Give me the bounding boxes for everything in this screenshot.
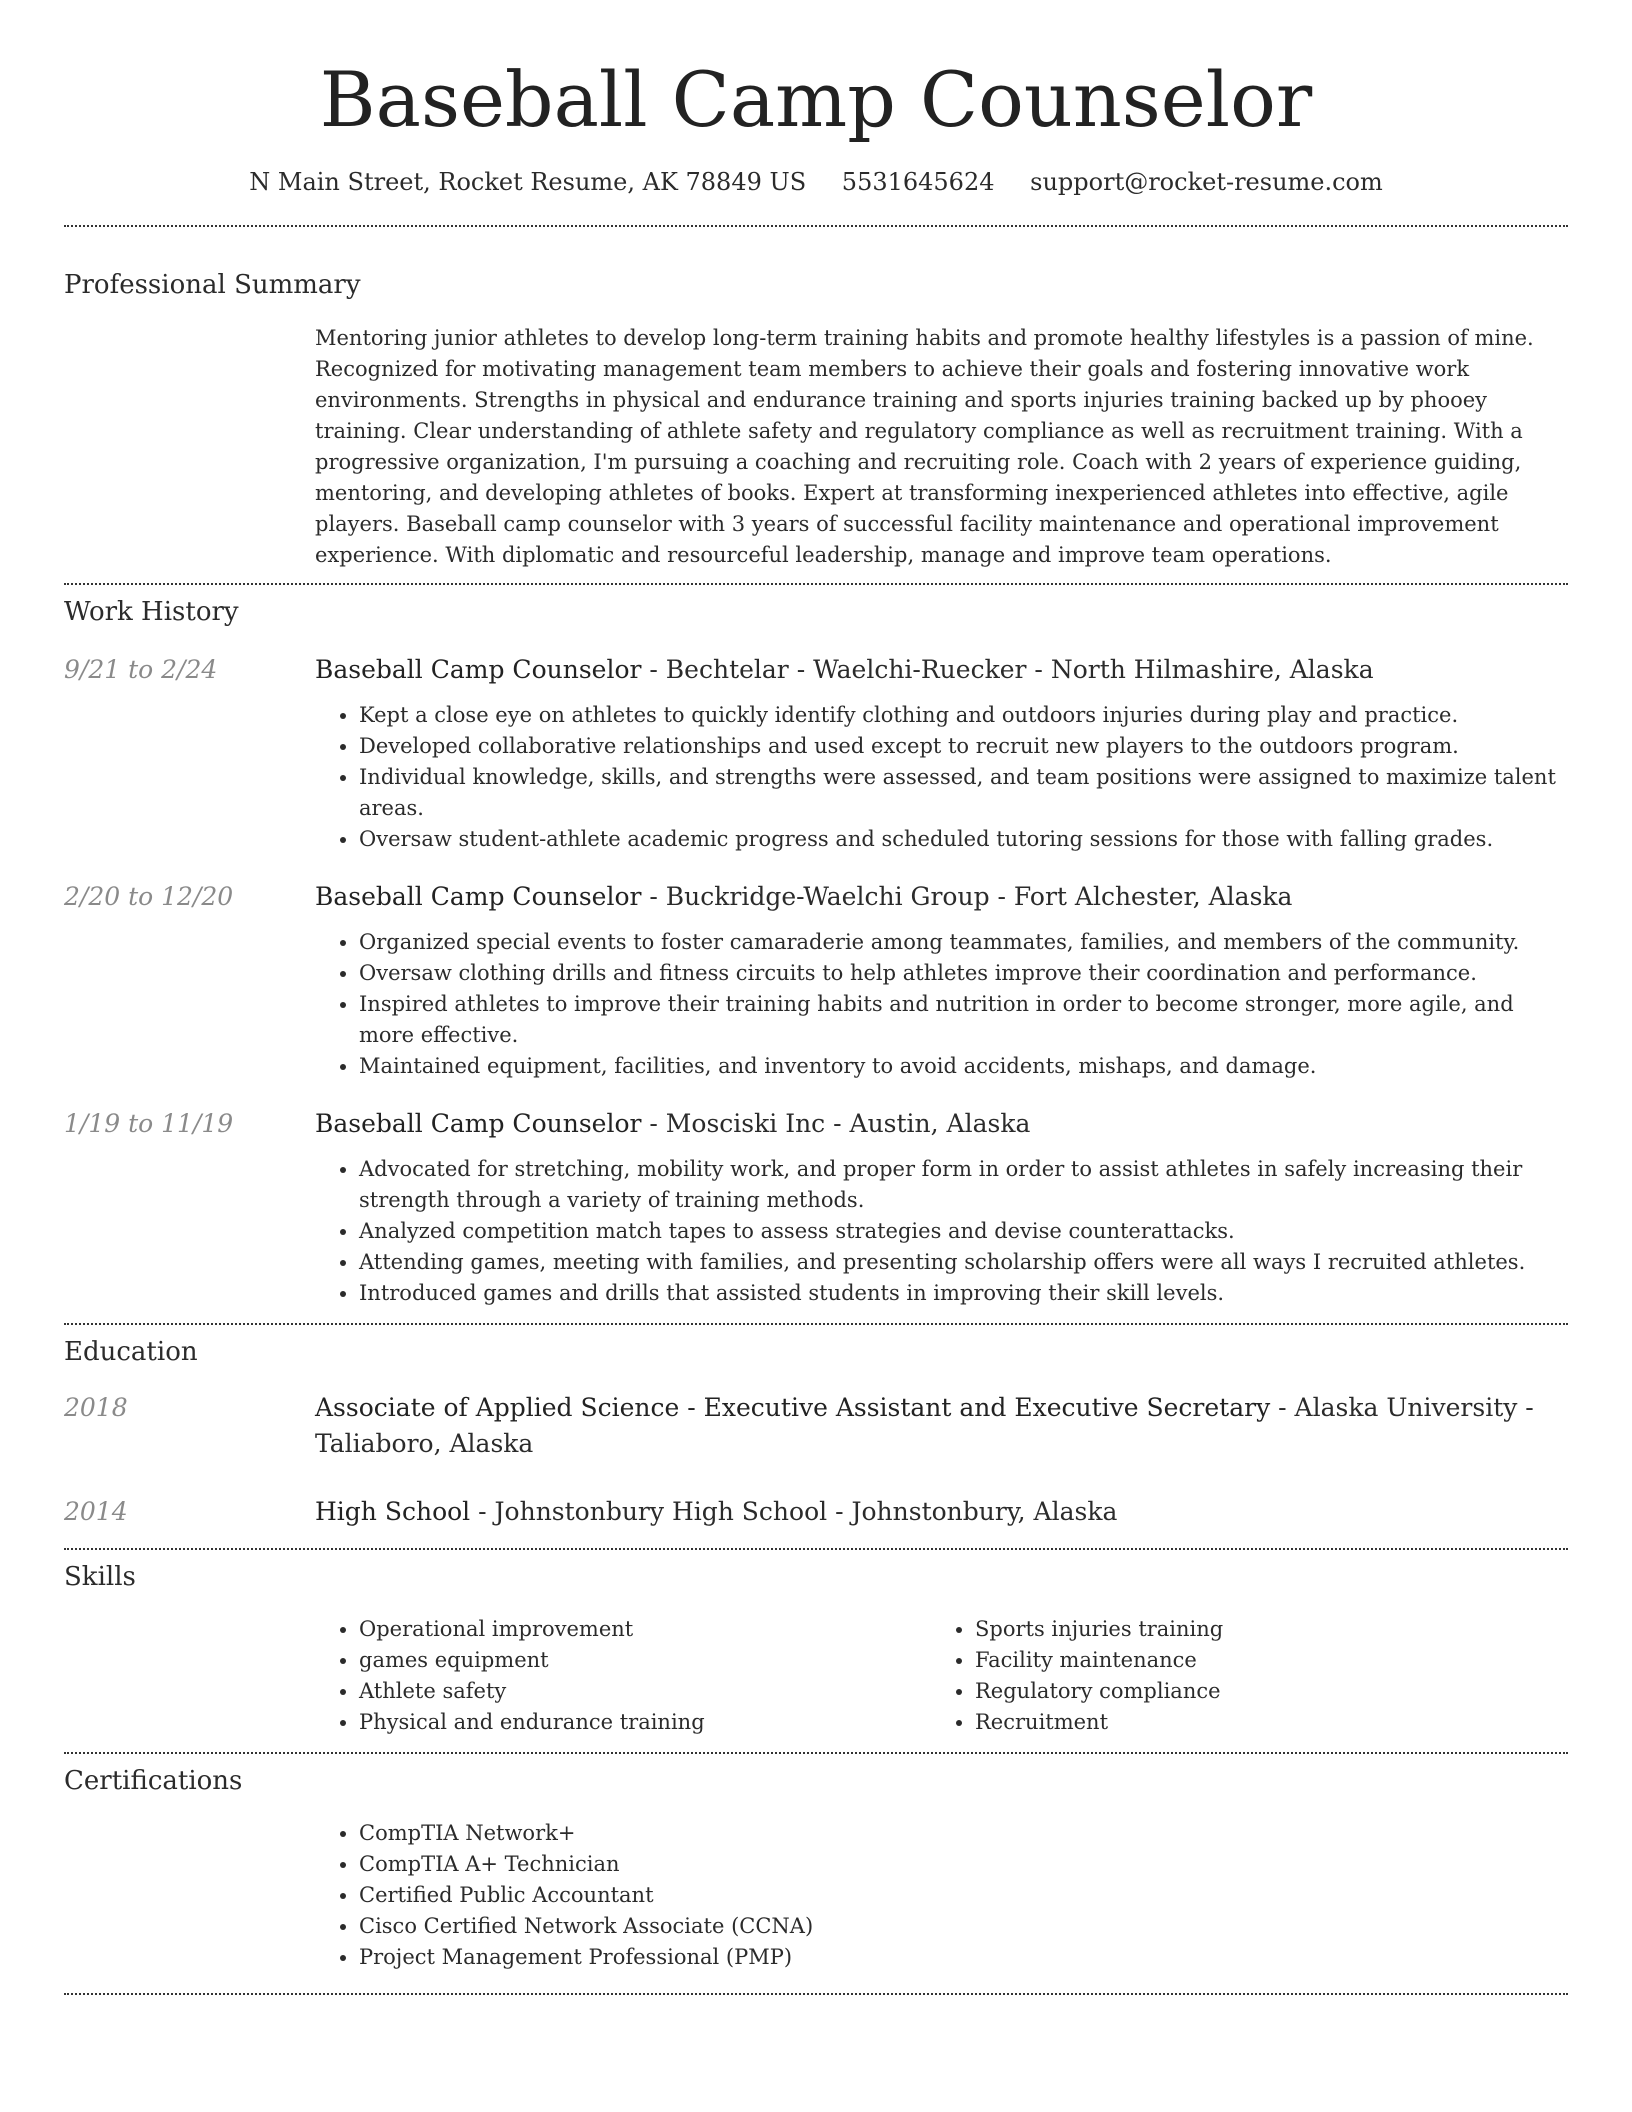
certification-item: • CompTIA A+ Technician xyxy=(359,1849,1568,1880)
education-year: 2018 xyxy=(64,1393,128,1422)
resume-page xyxy=(64,0,1568,1995)
certification-item: • Certified Public Accountant xyxy=(359,1880,1568,1911)
skills-heading: Skills xyxy=(64,1562,136,1592)
education-heading: Education xyxy=(64,1337,198,1367)
job-details: - Mosciski Inc - Austin, Alaska xyxy=(641,1109,1031,1138)
job-heading xyxy=(315,1106,1568,1142)
section-divider xyxy=(64,225,1568,227)
job-entry xyxy=(64,652,1568,855)
education-heading-line xyxy=(315,1494,1568,1530)
skill-item: • Facility maintenance xyxy=(975,1645,1547,1676)
job-bullet: • Inspired athletes to improve their training habits and nutrition in order to become stronger, more agile, and more effective. xyxy=(359,989,1568,1051)
skill-item: • Regulatory compliance xyxy=(975,1676,1547,1707)
skills-grid xyxy=(315,1614,1568,1738)
job-bullet: • Individual knowledge, skills, and strengths were assessed, and team positions were assigned to maximize talent areas. xyxy=(359,762,1568,824)
certification-item: • Cisco Certified Network Associate (CCNA) xyxy=(359,1911,1568,1942)
job-bullet: • Developed collaborative relationships and used except to recruit new players to the outdoors program. xyxy=(359,731,1568,762)
resume-name: Baseball Camp Counselor xyxy=(319,55,1313,144)
job-bullet: • Analyzed competition match tapes to assess strategies and devise counterattacks. xyxy=(359,1216,1568,1247)
skill-item: • Recruitment xyxy=(975,1707,1547,1738)
certifications-heading: Certifications xyxy=(64,1766,243,1796)
job-bullet: • Maintained equipment, facilities, and inventory to avoid accidents, mishaps, and damage. xyxy=(359,1051,1568,1082)
education-degree: High School xyxy=(315,1497,471,1526)
job-entry xyxy=(64,1106,1568,1309)
section-divider xyxy=(64,1323,1568,1325)
skill-item: • Athlete safety xyxy=(359,1676,931,1707)
job-heading xyxy=(315,879,1568,915)
job-dates: 1/19 to 11/19 xyxy=(64,1109,234,1138)
contact-phone: 5531645624 xyxy=(841,168,995,196)
job-bullet: • Oversaw clothing drills and fitness circuits to help athletes improve their coordination and performance. xyxy=(359,958,1568,989)
section-divider xyxy=(64,1993,1568,1995)
education-details: - Johnstonbury High School - Johnstonbury, Alaska xyxy=(470,1497,1118,1526)
education-heading-line xyxy=(315,1390,1568,1462)
contact-address: N Main Street, Rocket Resume, AK 78849 US xyxy=(249,168,807,196)
education-entry xyxy=(64,1390,1568,1462)
job-bullets xyxy=(315,700,1568,855)
education-details: - Alaska University - Taliaboro, Alaska xyxy=(315,1393,1534,1458)
job-heading xyxy=(315,652,1568,688)
section-divider xyxy=(64,1548,1568,1550)
job-bullet: • Organized special events to foster camaraderie among teammates, families, and members of the community. xyxy=(359,927,1568,958)
job-role: Baseball Camp Counselor xyxy=(315,1109,642,1138)
job-bullet: • Introduced games and drills that assisted students in improving their skill levels. xyxy=(359,1278,1568,1309)
job-dates: 9/21 to 2/24 xyxy=(64,655,218,684)
job-bullet: • Kept a close eye on athletes to quickly identify clothing and outdoors injuries during play and practice. xyxy=(359,700,1568,731)
education-year: 2014 xyxy=(64,1497,128,1526)
job-dates: 2/20 to 12/20 xyxy=(64,882,234,911)
contact-line xyxy=(64,166,1568,198)
certification-item: • Project Management Professional (PMP) xyxy=(359,1942,1568,1973)
job-bullet: • Attending games, meeting with families, and presenting scholarship offers were all ways I recruited athletes. xyxy=(359,1247,1568,1278)
job-bullet: • Oversaw student-athlete academic progress and scheduled tutoring sessions for those with falling grades. xyxy=(359,824,1568,855)
certifications-list xyxy=(315,1818,1568,1973)
skill-item: • Sports injuries training xyxy=(975,1614,1547,1645)
job-role: Baseball Camp Counselor xyxy=(315,655,642,684)
skill-item: • Physical and endurance training xyxy=(359,1707,931,1738)
skill-item: • Operational improvement xyxy=(359,1614,931,1645)
summary-heading: Professional Summary xyxy=(64,270,361,300)
certification-item: • CompTIA Network+ xyxy=(359,1818,1568,1849)
education-entry xyxy=(64,1494,1568,1530)
contact-email: support@rocket-resume.com xyxy=(1030,168,1383,196)
job-entry xyxy=(64,879,1568,1082)
job-details: - Buckridge-Waelchi Group - Fort Alchester, Alaska xyxy=(641,882,1293,911)
skills-column-left xyxy=(315,1614,931,1738)
skills-column-right xyxy=(931,1614,1547,1738)
section-divider xyxy=(64,1752,1568,1754)
skill-item: • games equipment xyxy=(359,1645,931,1676)
job-bullet: • Advocated for stretching, mobility work, and proper form in order to assist athletes in safely increasing their strength through a variety of training methods. xyxy=(359,1154,1568,1216)
education-degree: Associate of Applied Science - Executive Assistant and Executive Secretary xyxy=(315,1393,1271,1422)
section-divider xyxy=(64,583,1568,585)
job-details: - Bechtelar - Waelchi-Ruecker - North Hilmashire, Alaska xyxy=(641,655,1374,684)
job-bullets xyxy=(315,927,1568,1082)
job-bullets xyxy=(315,1154,1568,1309)
summary-text: Mentoring junior athletes to develop long-term training habits and promote healthy lifestyles is a passion of mine. Recognized for motivating management team members to achieve their goals and fostering innovative work environments. Strengths in physical and endurance training and sports injuries training backed up by phooey training. Clear understanding of athlete safety and regulatory compliance as well as recruitment training. With a progressive organization, I'm pursuing a coaching and recruiting role. Coach with 2 years of experience guiding, mentoring, and developing athletes of books. Expert at transforming inexperienced athletes into effective, agile players. Baseball camp counselor with 3 years of successful facility maintenance and operational improvement experience. With diplomatic and resourceful leadership, manage and improve team operations. xyxy=(315,326,1534,567)
work-history-heading: Work History xyxy=(64,597,239,627)
job-role: Baseball Camp Counselor xyxy=(315,882,642,911)
